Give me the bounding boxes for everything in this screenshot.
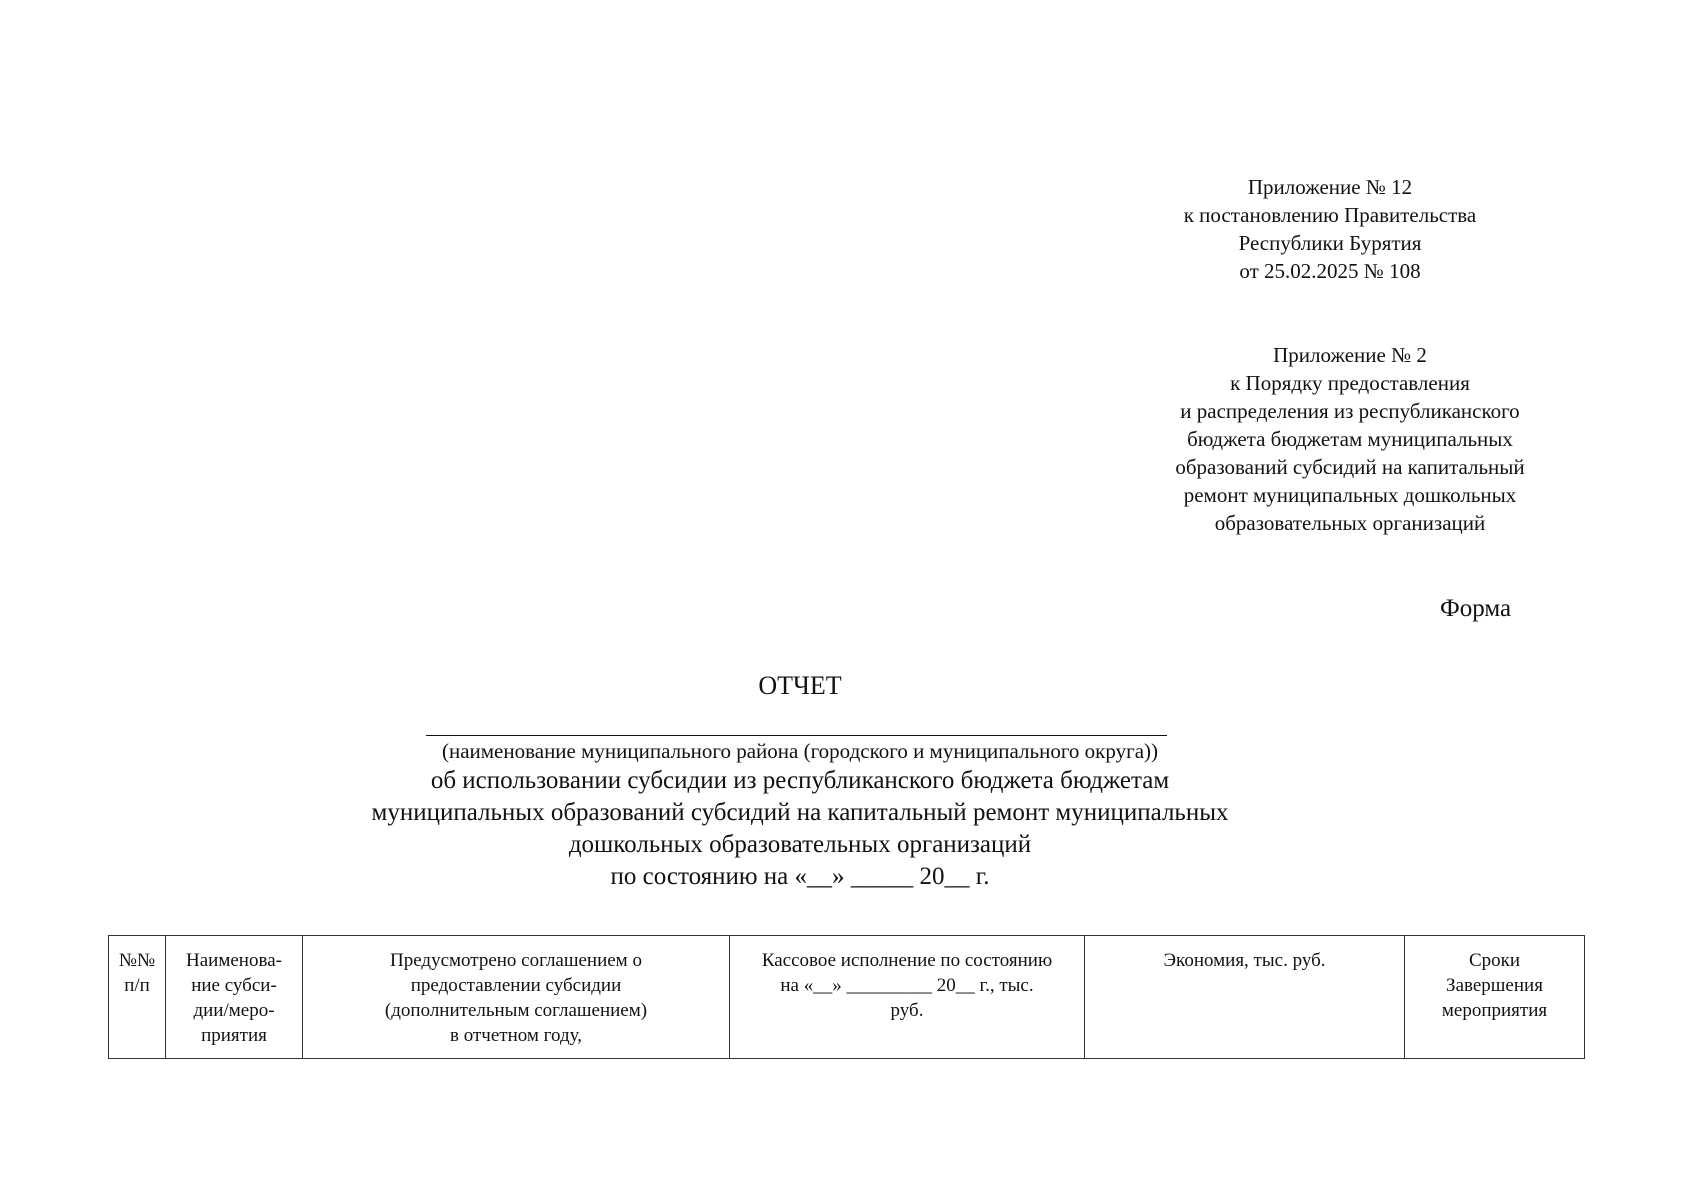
appendix-12-line: к постановлению Правительства — [1183, 203, 1477, 227]
header-line: Наименова- — [186, 950, 282, 971]
report-subtitle-line: дошкольных образовательных организаций — [568, 831, 1032, 858]
report-subtitle — [0, 765, 1600, 893]
header-line: Завершения — [1446, 975, 1543, 996]
header-line: Экономия, тыс. руб. — [1163, 950, 1326, 971]
form-label: Форма — [1440, 595, 1512, 622]
header-line: на «__» _________ 20__ г., тыс. — [780, 975, 1034, 996]
appendix-2-header — [1130, 341, 1570, 537]
header-line: п/п — [124, 975, 150, 996]
report-table — [108, 935, 1585, 1059]
header-line: Кассовое исполнение по состоянию — [761, 950, 1053, 971]
report-subtitle-line: об использовании субсидии из республиканского бюджета бюджетам — [430, 767, 1170, 794]
appendix-12-header — [1150, 173, 1510, 285]
appendix-2-line: ремонт муниципальных дошкольных — [1183, 483, 1517, 507]
appendix-12-line: Приложение № 12 — [1247, 175, 1413, 199]
header-line: мероприятия — [1441, 1000, 1548, 1021]
header-line: в отчетном году, — [450, 1025, 582, 1046]
header-line: руб. — [890, 1000, 924, 1021]
report-subtitle-line: по состоянию на «__» _____ 20__ г. — [610, 863, 990, 890]
column-header-agreement-amount — [303, 936, 730, 1059]
header-line: дии/меро- — [193, 1000, 275, 1021]
appendix-2-line: бюджета бюджетам муниципальных — [1187, 427, 1513, 451]
municipality-name-blank-line — [426, 735, 1167, 736]
appendix-2-line: образований субсидий на капитальный — [1175, 455, 1525, 479]
header-line: Сроки — [1468, 950, 1521, 971]
column-header-subsidy-name — [166, 936, 303, 1059]
municipality-name-caption: (наименование муниципального района (городского и муниципального округа)) — [441, 739, 1159, 763]
header-line: №№ — [118, 950, 156, 971]
header-line: предоставлении субсидии — [410, 975, 622, 996]
header-line: приятия — [201, 1025, 267, 1046]
appendix-12-line: от 25.02.2025 № 108 — [1239, 259, 1421, 283]
column-header-savings — [1085, 936, 1405, 1059]
table-header-row — [109, 936, 1585, 1059]
appendix-2-line: Приложение № 2 — [1273, 343, 1427, 367]
header-line: Предусмотрено соглашением о — [390, 950, 642, 971]
appendix-2-line: образовательных организаций — [1214, 511, 1486, 535]
appendix-2-line: к Порядку предоставления — [1230, 371, 1470, 395]
report-title: ОТЧЕТ — [758, 671, 842, 700]
appendix-2-line: и распределения из республиканского — [1180, 399, 1520, 423]
column-header-number — [109, 936, 166, 1059]
header-line: (дополнительным соглашением) — [384, 1000, 648, 1021]
column-header-cash-execution — [730, 936, 1085, 1059]
header-line: ние субси- — [191, 975, 277, 996]
report-subtitle-line: муниципальных образований субсидий на капитальный ремонт муниципальных — [371, 799, 1229, 826]
appendix-12-line: Республики Бурятия — [1238, 231, 1422, 255]
column-header-completion-dates — [1405, 936, 1585, 1059]
